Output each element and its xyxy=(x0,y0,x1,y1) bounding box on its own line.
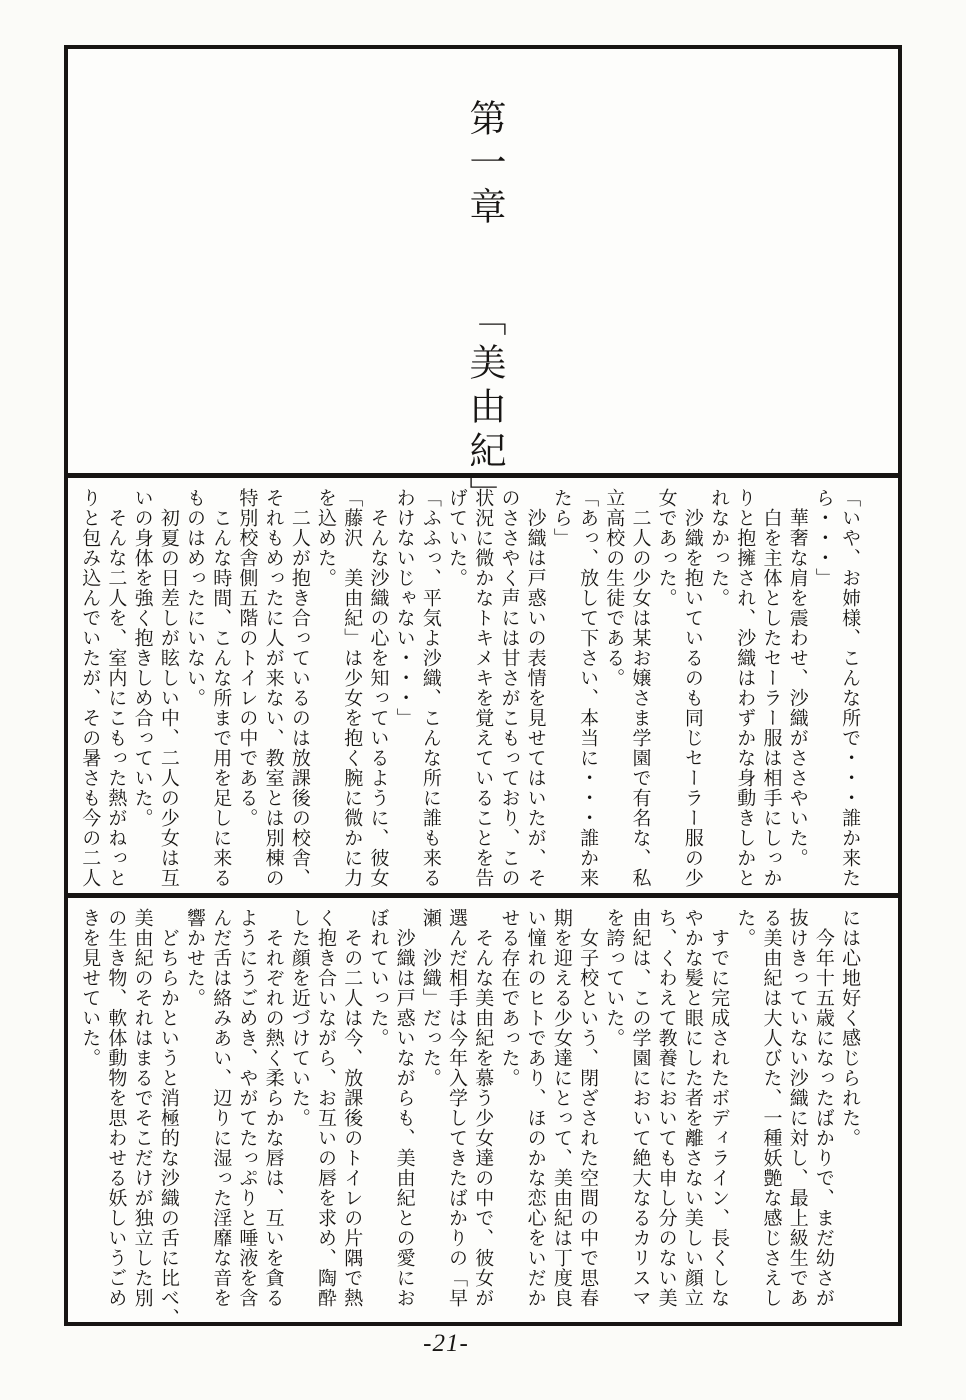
body-text-middle-section xyxy=(68,478,898,893)
text-line: 特別校舎側五階のトイレの中である。 xyxy=(236,488,258,828)
text-line: 初夏の日差しが眩しい中、二人の少女は互 xyxy=(157,488,179,888)
text-line: のささやく声には甘さがこもっており、この xyxy=(498,488,520,888)
text-line: いの身体を強く抱きしめ合っていた。 xyxy=(131,488,153,828)
text-line: たら」 xyxy=(550,488,572,548)
text-line: 期を迎える少女達にとって、美由紀は丁度良 xyxy=(550,908,572,1308)
text-line: その二人は今、放課後のトイレの片隅で熱 xyxy=(341,908,363,1308)
text-line: こんな時間、こんな所まで用を足しに来る xyxy=(210,488,232,888)
body-text-bottom-section xyxy=(68,898,898,1328)
page-number: -21- xyxy=(423,1330,469,1357)
text-line: 女であった。 xyxy=(655,488,677,608)
body-text-middle xyxy=(76,488,862,890)
text-line: 瀬 沙織」だった。 xyxy=(419,908,441,1088)
text-line: それぞれの熱く柔らかな唇は、互いを貪る xyxy=(262,908,284,1308)
text-line: 二人が抱き合っているのは放課後の校舎、 xyxy=(288,488,310,888)
text-line: 由紀は、この学園において絶大なるカリスマ xyxy=(629,908,651,1308)
chapter-title xyxy=(456,99,510,519)
chapter-name: 「美由紀」 xyxy=(463,299,504,520)
text-line: 白を主体としたセーラー服は相手にしっか xyxy=(760,488,782,888)
text-line: そんな美由紀を慕う少女達の中で、彼女が xyxy=(472,908,494,1308)
text-line: た。 xyxy=(734,908,756,948)
text-line: 沙織を抱いているのも同じセーラー服の少 xyxy=(681,488,703,888)
text-line: きを見せていた。 xyxy=(79,908,101,1068)
text-line: 状況に微かなトキメキを覚えていることを告 xyxy=(472,488,494,888)
text-line: 女子校という、閉ざされた空間の中で思春 xyxy=(577,908,599,1308)
text-line: 沙織は戸惑いの表情を見せてはいたが、そ xyxy=(524,488,546,888)
text-line: した顔を近づけていた。 xyxy=(288,908,310,1128)
text-line: 響かせた。 xyxy=(184,908,206,1008)
text-line: 美由紀のそれはまるでそこだけが独立した別 xyxy=(131,908,153,1308)
text-line: 「藤沢 美由紀」は少女を抱く腕に微かに力 xyxy=(341,488,363,888)
text-line: ようにうごめき、やがてたっぷりと唾液を含 xyxy=(236,908,258,1308)
text-line: そんな沙織の心を知っているように、彼女 xyxy=(367,488,389,888)
text-line: 沙織は戸惑いながらも、美由紀との愛にお xyxy=(393,908,415,1308)
text-line: んだ舌は絡みあい、辺りに湿った淫靡な音を xyxy=(210,908,232,1308)
text-line: 立高校の生徒である。 xyxy=(603,488,625,688)
text-line: それもめったに人が来ない、教室とは別棟の xyxy=(262,488,284,888)
text-line: そんな二人を、室内にこもった熱がねっと xyxy=(105,488,127,888)
chapter-number: 第一章 xyxy=(463,99,504,231)
text-line: せる存在であった。 xyxy=(498,908,520,1088)
text-line: 今年十五歳になったばかりで、まだ幼さが xyxy=(812,908,834,1308)
text-line: く抱き合いながら、お互いの唇を求め、陶酔 xyxy=(315,908,337,1308)
text-line: ぼれていった。 xyxy=(367,908,389,1048)
text-line: い憧れのヒトであり、ほのかな恋心をいだか xyxy=(524,908,546,1308)
text-line: りと抱擁され、沙織はわずかな身動きしかと xyxy=(734,488,756,888)
text-line: 二人の少女は某お嬢さま学園で有名な、私 xyxy=(629,488,651,888)
body-text-bottom xyxy=(76,908,862,1328)
text-line: 「いや、お姉様、こんな所で・・・誰か来た xyxy=(839,488,861,888)
text-line: ち、くわえて教養においても申し分のない美 xyxy=(655,908,677,1308)
text-line: 選んだ相手は今年入学してきたばかりの「早 xyxy=(446,908,468,1308)
text-line: 華奢な肩を震わせ、沙織がささやいた。 xyxy=(786,488,808,868)
text-line: 抜けきっていない沙織に対し、最上級生であ xyxy=(786,908,808,1308)
text-line: ら・・・」 xyxy=(812,488,834,588)
text-line: すでに完成されたボディライン、長くしな xyxy=(708,908,730,1308)
text-line: を誇っていた。 xyxy=(603,908,625,1048)
text-line: ものはめったにいない。 xyxy=(184,488,206,708)
text-line: りと包み込んでいたが、その暑さも今の二人 xyxy=(79,488,101,888)
text-line: の生き物、軟体動物を思わせる妖しいうごめ xyxy=(105,908,127,1308)
text-line: どちらかというと消極的な沙織の舌に比べ、 xyxy=(157,908,179,1328)
text-line: やかな髪と眼にした者を離さない美しい顔立 xyxy=(681,908,703,1308)
text-line: 「ふふっ、平気よ沙織、こんな所に誰も来る xyxy=(419,488,441,888)
text-line: 「あっ、放して下さい、本当に・・・誰か来 xyxy=(577,488,599,888)
page-frame xyxy=(64,45,902,1326)
text-line: を込めた。 xyxy=(315,488,337,588)
text-line: れなかった。 xyxy=(708,488,730,608)
text-line: わけないじゃない・・・」 xyxy=(393,488,415,728)
text-line: げていた。 xyxy=(446,488,468,588)
text-line: る美由紀は大人びた、一種妖艶な感じさえし xyxy=(760,908,782,1308)
text-line: には心地好く感じられた。 xyxy=(839,908,861,1148)
